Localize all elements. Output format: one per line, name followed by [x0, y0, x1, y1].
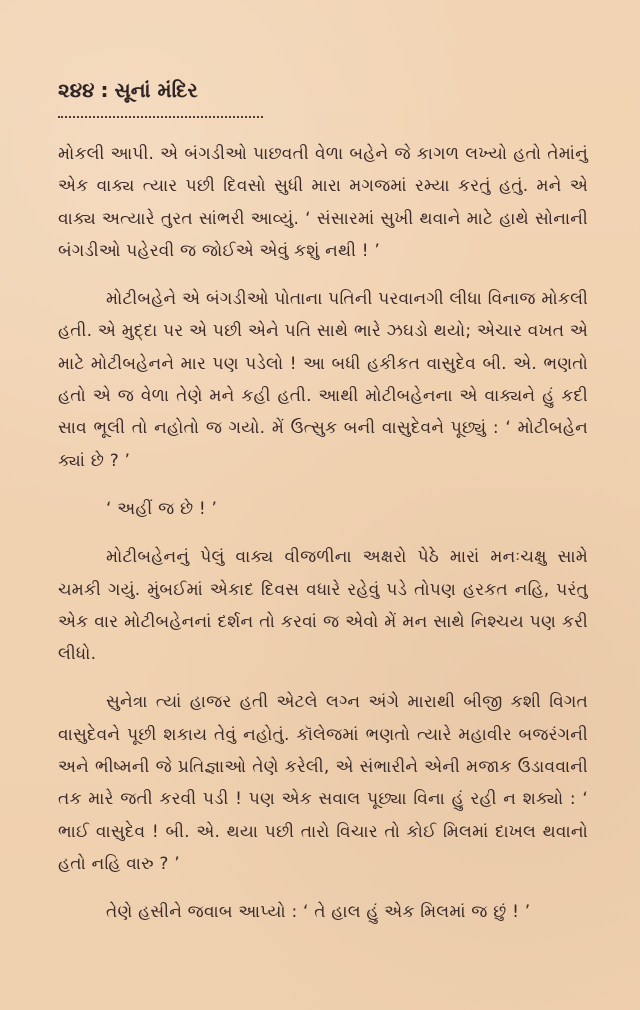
- paragraph-2: મોટીબહેને એ બંગડીઓ પોતાના પતિની પરવાનગી લીધા વિનાજ મોકલી હતી. એ મુદ્દા પર એ પછી એને પતિ સાથે ભારે ઝઘડો થયો; એચાર વખત એ માટે મોટીબહેનને માર પણ પડેલો ! આ બધી હકીકત વાસુદેવ બી. એ. ભણતો હતો એ જ વેળા તેણે મને કહી હતી. આથી મોટીબહેનના એ વાક્યને હું કદી સાવ ભૂલી તો નહોતો જ ગયો. મેં ઉત્સુક બની વાસુદેવને પૂછ્યું : ‘ મોટીબહેન ક્યાં છે ? ’: [58, 289, 588, 471]
- paragraph-3: ‘ અહીં જ છે ! ’: [106, 498, 218, 519]
- header-dotted-rule: [58, 106, 263, 118]
- header-separator: :: [100, 78, 109, 102]
- running-header: [58, 78, 588, 102]
- page-body: [58, 138, 588, 929]
- paragraph-1: મોકલી આપી. એ બંગડીઓ પાછવતી વેળા બહેને જે કાગળ લખ્યો હતો તેમાંનું એક વાક્ય ત્યાર પછી દિવસો સુધી મારા મગજમાં રમ્યા કરતું હતું. મને એ વાક્ય અત્યારે તુરત સાંભરી આવ્યું. ‘ સંસારમાં સુખી થવાને માટે હાથે સોનાની બંગડીઓ પહેરવી જ જોઈએ એવું કશું નથી ! ’: [58, 144, 588, 261]
- paragraph-6: તેણે હસીને જવાબ આપ્યો : ‘ તે હાલ હું એક મિલમાં જ છું ! ’: [106, 902, 531, 923]
- paragraph-5: સુનેત્રા ત્યાં હાજર હતી એટલે લગ્ન અંગે મારાથી બીજી કશી વિગત વાસુદેવને પૂછી શકાય તેવું નહોતું. કૉલેજમાં ભણતો ત્યારે મહાવીર બજરંગની અને ભીષ્મની જે પ્રતિજ્ઞાઓ તેણે કરેલી, એ સંભારીને એની મજાક ઉડાવવાની તક મારે જતી કરવી પડી ! પણ એક સવાલ પૂછ્યા વિના હું રહી ન શક્યો : ‘ ભાઈ વાસુદેવ ! બી. એ. થયા પછી તારો વિચાર તો કોઈ મિલમાં દાખલ થવાનો હતો નહિ વારુ ? ’: [58, 692, 588, 874]
- book-title: સૂનાં મંદિર: [114, 78, 198, 102]
- paragraph-4: મોટીબહેનનું પેલું વાક્ય વીજળીના અક્ષરો પેઠે મારાં મનઃચક્ષુ સામે ચમકી ગયું. મુંબઈમાં એકાદ દિવસ વધારે રહેવું પડે તોપણ હરકત નહિ, પરંતુ એક વાર મોટીબહેનનાં દર્શન તો કરવાં જ એવો મેં મન સાથે નિશ્ચય પણ કરી લીધો.: [58, 547, 588, 665]
- page-number: ૨૪૪: [58, 78, 95, 102]
